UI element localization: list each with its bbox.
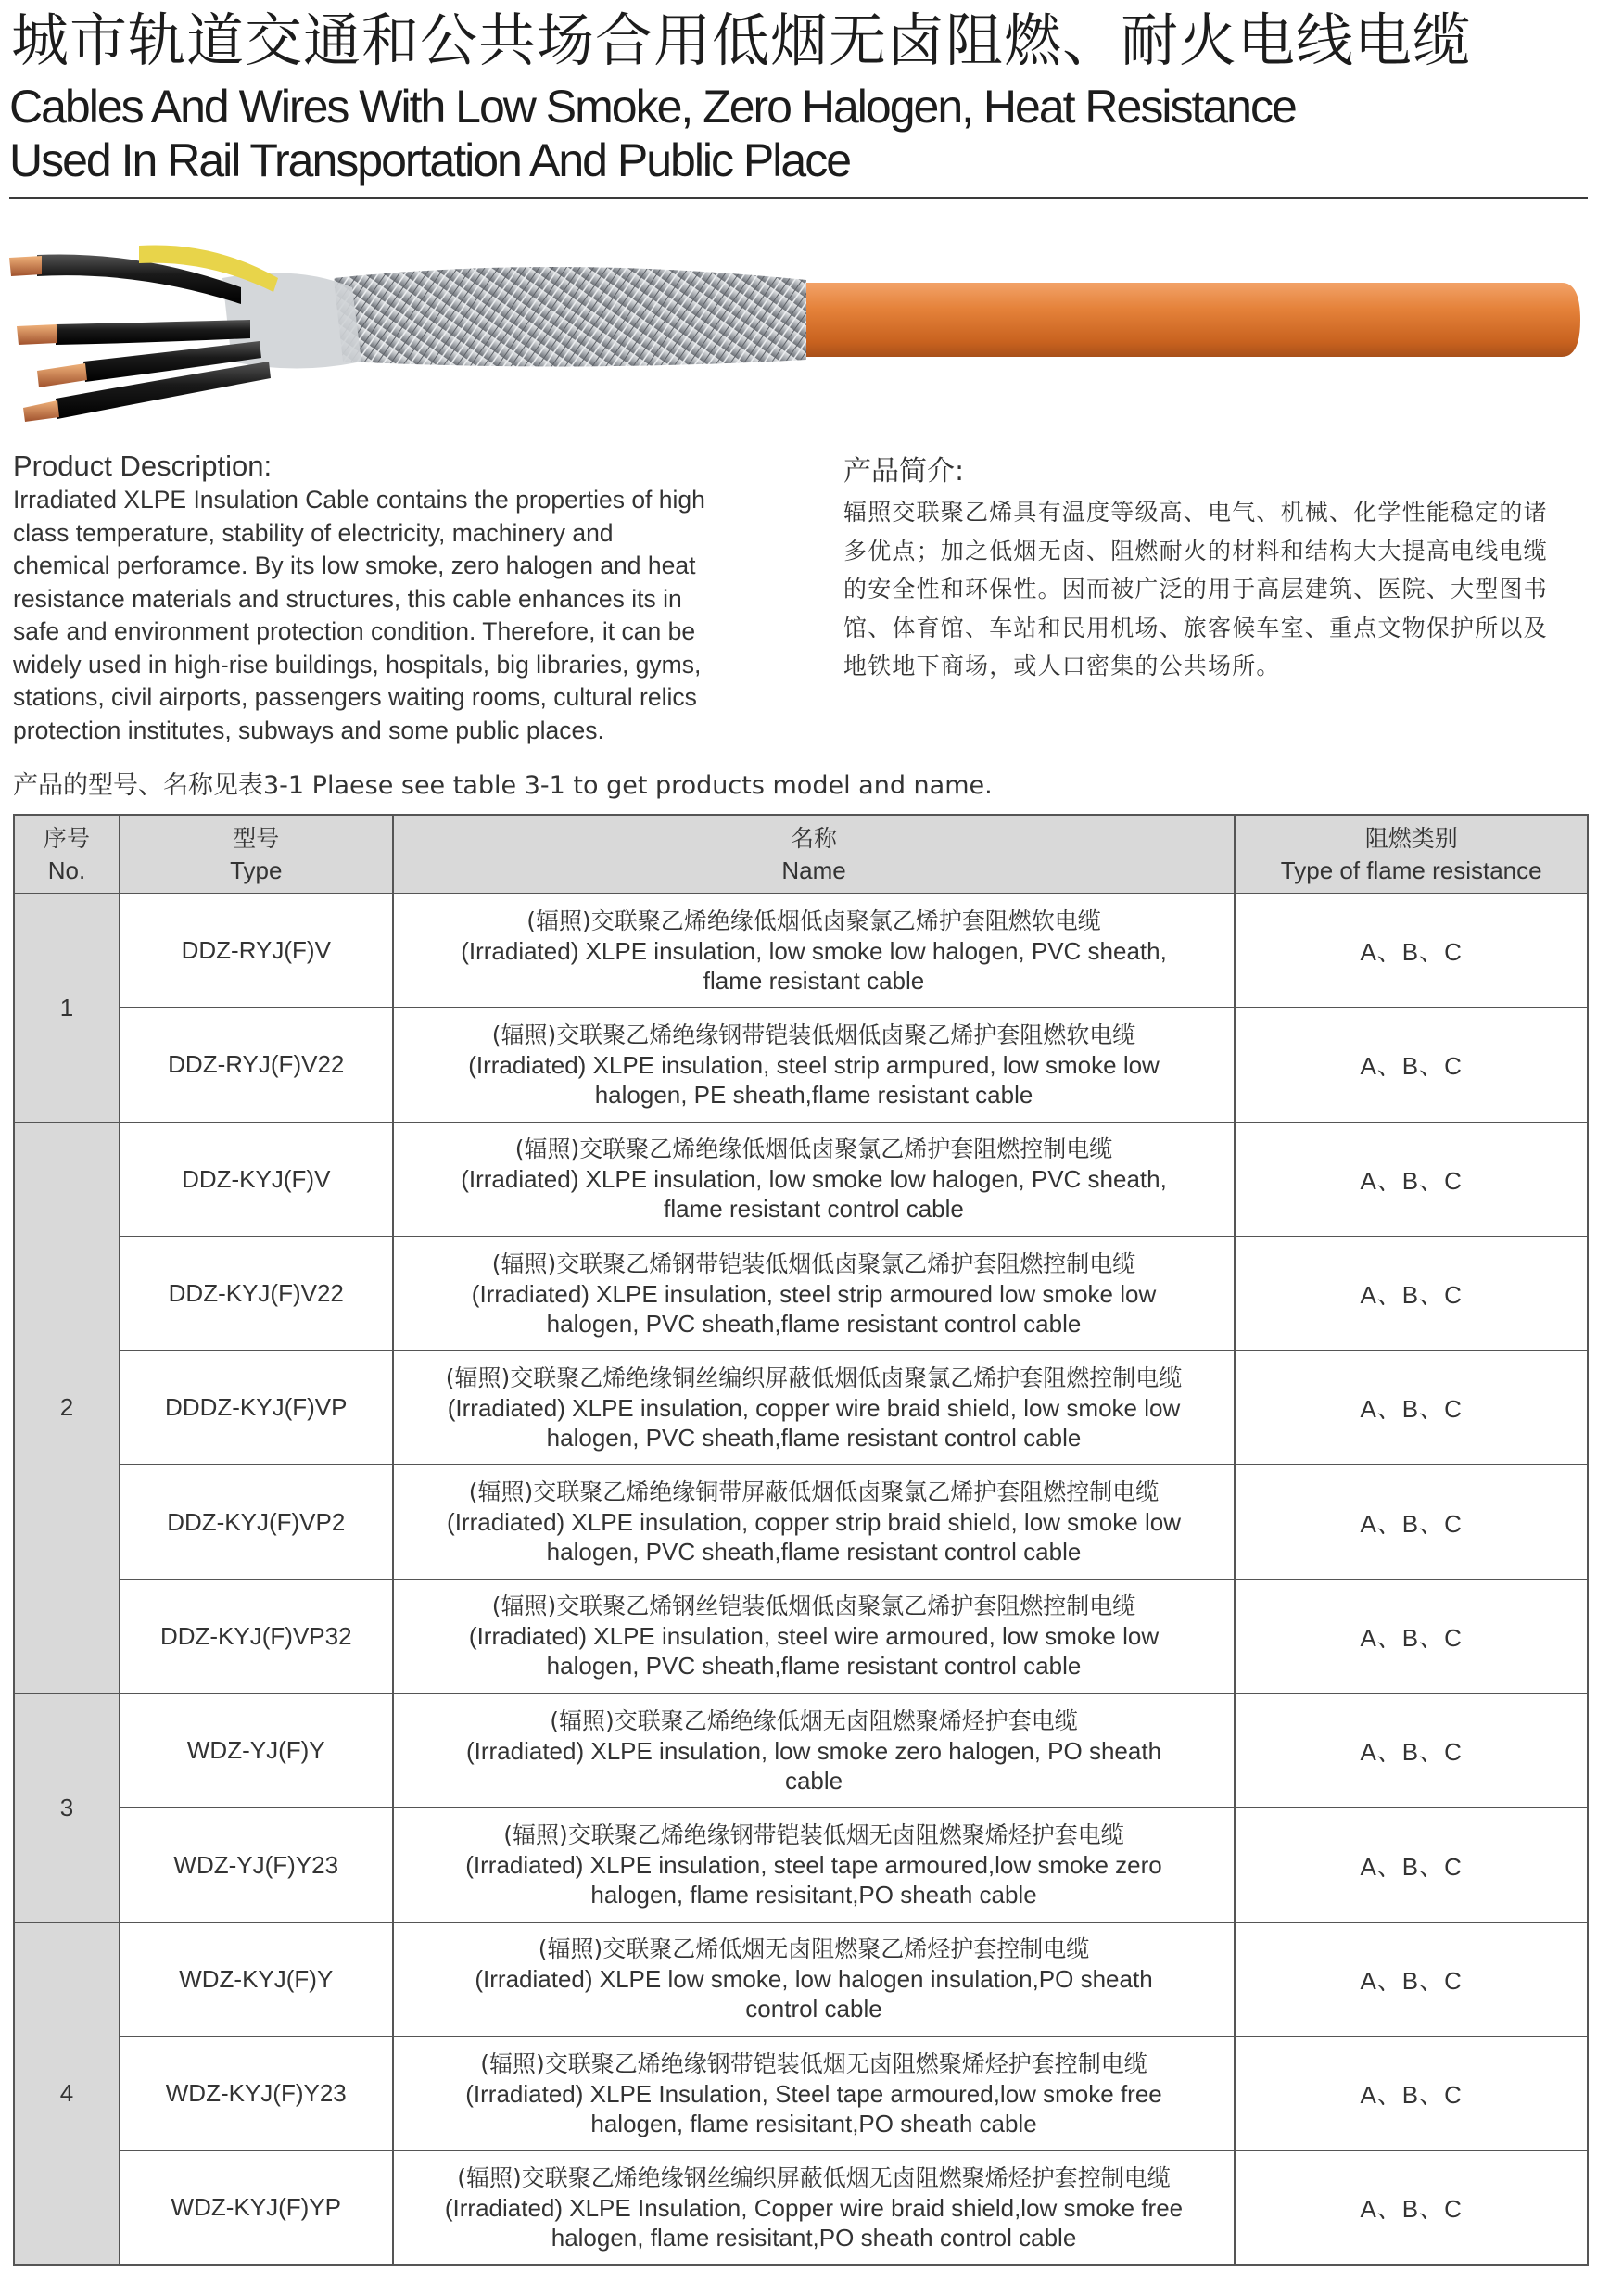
table-row xyxy=(14,1579,1588,1693)
description-line: chemical perforamce. By its low smoke, zero halogen and heat xyxy=(13,552,696,579)
description-line: 多优点；加之低烟无卤、阻燃耐火的材料和结构大大提高电线电缆 xyxy=(843,537,1548,564)
product-name xyxy=(393,894,1236,1008)
flame-class: A、B、C xyxy=(1235,1808,1588,1922)
description-line: resistance materials and structures, this cable enhances its in xyxy=(13,584,682,613)
product-name xyxy=(393,2150,1236,2264)
product-name xyxy=(393,1237,1236,1351)
table-row xyxy=(14,1922,1588,2036)
model-type: DDZ-RYJ(F)V xyxy=(120,894,393,1008)
page-title-en-line1: Cables And Wires With Low Smoke, Zero Halogen, Heat Resistance xyxy=(9,81,1296,133)
table-row xyxy=(14,894,1588,1008)
table-row xyxy=(14,1123,1588,1237)
product-name-zh: (辐照)交联聚乙烯绝缘低烟低卤聚氯乙烯护套阻燃控制电缆 xyxy=(514,1135,1113,1163)
model-type: DDZ-KYJ(F)VP2 xyxy=(120,1465,393,1579)
page-title-en-line2: Used In Rail Transportation And Public Place xyxy=(9,134,850,186)
product-name-en: (Irradiated) XLPE insulation, steel tape armoured,low smoke zero xyxy=(465,1851,1162,1880)
title-divider xyxy=(9,197,1588,199)
flame-class: A、B、C xyxy=(1235,2036,1588,2150)
flame-class: A、B、C xyxy=(1235,1123,1588,1237)
product-name-zh: (辐照)交联聚乙烯绝缘低烟低卤聚氯乙烯护套阻燃软电缆 xyxy=(526,907,1101,934)
product-name-en: halogen, PVC sheath,flame resistant control cable xyxy=(546,1309,1082,1338)
description-line: 馆、体育馆、车站和民用机场、旅客候车室、重点文物保护所以及 xyxy=(843,614,1548,641)
model-type: WDZ-YJ(F)Y xyxy=(120,1693,393,1808)
table-row xyxy=(14,1008,1588,1122)
model-type: DDZ-KYJ(F)V22 xyxy=(120,1237,393,1351)
product-name-en: control cable xyxy=(745,1995,882,2023)
product-name-en: (Irradiated) XLPE insulation, steel strip armoured low smoke low xyxy=(471,1279,1157,1308)
product-name xyxy=(393,1579,1236,1693)
product-name-en: flame resistant control cable xyxy=(664,1195,964,1224)
product-name-en: halogen, PE sheath,flame resistant cable xyxy=(594,1080,1033,1109)
description-line: Irradiated XLPE Insulation Cable contains the properties of high xyxy=(13,486,705,514)
header-type-zh: 型号 xyxy=(233,824,280,852)
flame-class: A、B、C xyxy=(1235,1922,1588,2036)
product-name xyxy=(393,1808,1236,1922)
header-no xyxy=(14,815,120,894)
product-name-zh: (辐照)交联聚乙烯钢丝铠装低烟低卤聚氯乙烯护套阻燃控制电缆 xyxy=(491,1592,1136,1620)
header-name-en: Name xyxy=(781,856,846,884)
product-name-en: (Irradiated) XLPE insulation, steel strip armpured, low smoke low xyxy=(468,1050,1160,1079)
product-name-zh: (辐照)交联聚乙烯绝缘钢丝编织屏蔽低烟无卤阻燃聚烯烃护套控制电缆 xyxy=(457,2163,1171,2191)
model-type: WDZ-YJ(F)Y23 xyxy=(120,1808,393,1922)
description-line: stations, civil airports, passengers waiting rooms, cultural relics xyxy=(13,683,697,711)
description-line: 辐照交联聚乙烯具有温度等级高、电气、机械、化学性能稳定的诸 xyxy=(843,499,1548,526)
product-name xyxy=(393,2036,1236,2150)
group-number: 3 xyxy=(14,1693,120,1922)
table-caption: 产品的型号、名称见表3-1 Plaese see table 3-1 to get products model and name. xyxy=(13,771,993,800)
model-type: DDZ-KYJ(F)VP32 xyxy=(120,1579,393,1693)
product-name-en: (Irradiated) XLPE insulation, steel wire armoured, low smoke low xyxy=(468,1622,1160,1651)
group-number: 1 xyxy=(14,894,120,1123)
product-name xyxy=(393,1351,1236,1465)
product-name xyxy=(393,1465,1236,1579)
flame-class: A、B、C xyxy=(1235,1237,1588,1351)
flame-class: A、B、C xyxy=(1235,2150,1588,2264)
product-name-en: (Irradiated) XLPE insulation, low smoke low halogen, PVC sheath, xyxy=(461,936,1167,965)
header-flame xyxy=(1235,815,1588,894)
header-no-zh: 序号 xyxy=(43,824,90,852)
product-name-en: cable xyxy=(784,1766,843,1795)
product-name-en: halogen, PVC sheath,flame resistant control cable xyxy=(546,1652,1082,1681)
header-name-zh: 名称 xyxy=(791,824,838,852)
header-flame-zh: 阻燃类别 xyxy=(1364,824,1458,852)
flame-class: A、B、C xyxy=(1235,1579,1588,1693)
header-type xyxy=(120,815,393,894)
table-row xyxy=(14,1808,1588,1922)
multi-core-shielded-cable-photo xyxy=(0,222,1597,422)
product-name-en: halogen, PVC sheath,flame resistant control cable xyxy=(546,1423,1082,1452)
model-type: DDZ-KYJ(F)V xyxy=(120,1123,393,1237)
product-name-en: halogen, flame resisitant,PO sheath cable xyxy=(590,1881,1037,1909)
group-number: 2 xyxy=(14,1123,120,1693)
product-name-zh: (辐照)交联聚乙烯绝缘钢带铠装低烟无卤阻燃聚烯烃护套电缆 xyxy=(503,1821,1124,1849)
header-flame-en: Type of flame resistance xyxy=(1280,856,1542,884)
product-name-zh: (辐照)交联聚乙烯钢带铠装低烟低卤聚氯乙烯护套阻燃控制电缆 xyxy=(491,1249,1136,1277)
product-name-en: halogen, PVC sheath,flame resistant control cable xyxy=(546,1538,1082,1567)
product-name xyxy=(393,1008,1236,1122)
product-name-en: halogen, flame resisitant,PO sheath control cable xyxy=(551,2223,1077,2252)
product-description-en xyxy=(13,449,754,747)
product-description-zh xyxy=(843,454,1590,686)
product-name-en: (Irradiated) XLPE insulation, low smoke low halogen, PVC sheath, xyxy=(461,1165,1167,1194)
product-name-en: (Irradiated) XLPE insulation, copper wire braid shield, low smoke low xyxy=(447,1393,1181,1422)
description-line: 地铁地下商场，或人口密集的公共场所。 xyxy=(843,653,1281,679)
flame-class: A、B、C xyxy=(1235,1465,1588,1579)
product-name-zh: (辐照)交联聚乙烯绝缘钢带铠装低烟低卤聚乙烯护套阻燃软电缆 xyxy=(491,1021,1136,1048)
group-number: 4 xyxy=(14,1922,120,2265)
description-heading-en: Product Description: xyxy=(13,450,273,482)
table-row xyxy=(14,2036,1588,2150)
model-type: DDDZ-KYJ(F)VP xyxy=(120,1351,393,1465)
header-no-en: No. xyxy=(47,856,86,884)
model-type: DDZ-RYJ(F)V22 xyxy=(120,1008,393,1122)
product-name-zh: (辐照)交联聚乙烯绝缘钢带铠装低烟无卤阻燃聚烯烃护套控制电缆 xyxy=(480,2049,1147,2077)
description-line: safe and environment protection condition. Therefore, it can be xyxy=(13,617,696,645)
table-row xyxy=(14,2150,1588,2264)
table-row xyxy=(14,1693,1588,1808)
flame-class: A、B、C xyxy=(1235,1008,1588,1122)
product-name xyxy=(393,1693,1236,1808)
product-name-zh: (辐照)交联聚乙烯低烟无卤阻燃聚乙烯烃护套控制电缆 xyxy=(538,1935,1090,1963)
description-line: widely used in high-rise buildings, hospitals, big libraries, gyms, xyxy=(13,650,702,679)
flame-class: A、B、C xyxy=(1235,1351,1588,1465)
product-name-en: flame resistant cable xyxy=(703,966,925,995)
product-name-en: (Irradiated) XLPE low smoke, low halogen insulation,PO sheath xyxy=(475,1965,1153,1994)
product-name-en: (Irradiated) XLPE Insulation, Copper wire braid shield,low smoke free xyxy=(444,2193,1184,2222)
model-type: WDZ-KYJ(F)Y xyxy=(120,1922,393,2036)
flame-class: A、B、C xyxy=(1235,894,1588,1008)
description-line: 的安全性和环保性。因而被广泛的用于高层建筑、医院、大型图书 xyxy=(843,576,1548,603)
model-type: WDZ-KYJ(F)Y23 xyxy=(120,2036,393,2150)
product-name-en: (Irradiated) XLPE insulation, copper strip braid shield, low smoke low xyxy=(447,1508,1181,1537)
description-line: class temperature, stability of electricity, machinery and xyxy=(13,518,614,547)
table-row xyxy=(14,1465,1588,1579)
product-name-en: halogen, flame resisitant,PO sheath cable xyxy=(590,2109,1037,2137)
product-model-table xyxy=(13,814,1589,2266)
description-heading-zh: 产品简介: xyxy=(843,455,965,488)
table-row xyxy=(14,1237,1588,1351)
header-name xyxy=(393,815,1236,894)
product-name-en: (Irradiated) XLPE Insulation, Steel tape armoured,low smoke free xyxy=(465,2079,1162,2108)
product-name-en: (Irradiated) XLPE insulation, low smoke zero halogen, PO sheath xyxy=(465,1736,1162,1765)
product-name xyxy=(393,1123,1236,1237)
page-title-zh: 城市轨道交通和公共场合用低烟无卤阻燃、耐火电线电缆 xyxy=(11,6,1472,74)
model-type: WDZ-KYJ(F)YP xyxy=(120,2150,393,2264)
product-name-zh: (辐照)交联聚乙烯绝缘铜带屏蔽低烟低卤聚氯乙烯护套阻燃控制电缆 xyxy=(468,1478,1160,1506)
table-row xyxy=(14,1351,1588,1465)
flame-class: A、B、C xyxy=(1235,1693,1588,1808)
product-name xyxy=(393,1922,1236,2036)
product-name-zh: (辐照)交联聚乙烯绝缘铜丝编织屏蔽低烟低卤聚氯乙烯护套阻燃控制电缆 xyxy=(445,1364,1183,1391)
description-line: protection institutes, subways and some public places. xyxy=(13,716,604,744)
table-header-row xyxy=(14,815,1588,894)
product-name-zh: (辐照)交联聚乙烯绝缘低烟无卤阻燃聚烯烃护套电缆 xyxy=(550,1706,1078,1734)
header-type-en: Type xyxy=(230,856,283,884)
